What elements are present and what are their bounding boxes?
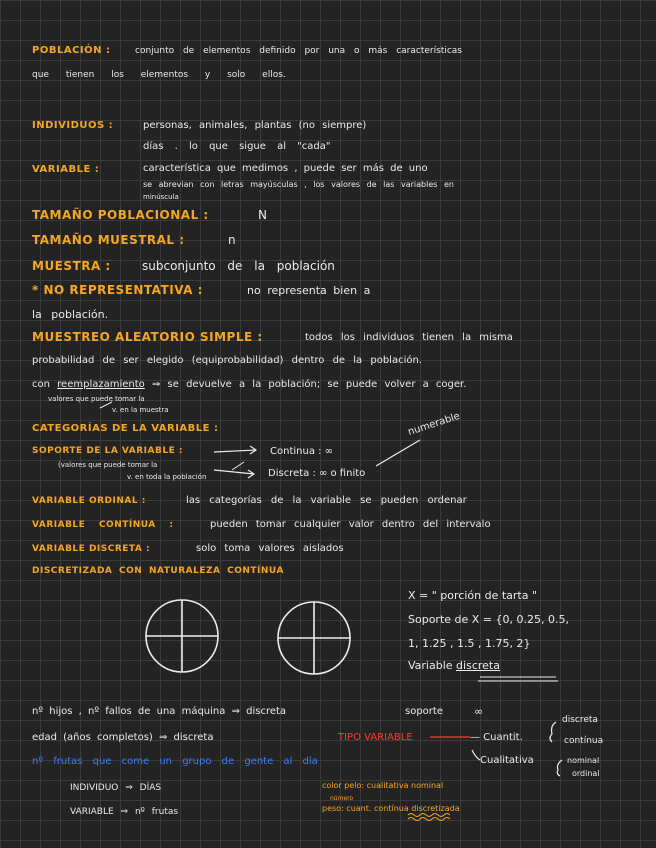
def-mas-3-post: ⇒ se devuelve a la población; se puede volver a coger. <box>151 379 467 390</box>
term-no-representativa: * NO REPRESENTATIVA : <box>32 283 203 297</box>
def-variable-2: se abrevian con letras mayúsculas , los valores de las variables en <box>143 180 454 189</box>
tipo-ordinal: ordinal <box>572 769 600 778</box>
tipo-cuantitativa: — Cuantit. <box>470 732 523 743</box>
def-continua: pueden tomar cualquier valor dentro del intervalo <box>210 519 491 530</box>
ejemplo-numero: número <box>330 795 354 802</box>
soporte-discreta: Discreta : ∞ o finito <box>268 468 366 479</box>
ejemplo-individuo: INDIVIDUO ⇒ DÍAS <box>70 783 162 793</box>
def-poblacion-2: que tienen los elementos y solo ellos. <box>32 70 286 80</box>
ejemplo-soporte: soporte <box>405 706 443 717</box>
term-mas: MUESTREO ALEATORIO SIMPLE : <box>32 330 263 344</box>
def-individuos-1: personas, animales, plantas (no siempre) <box>143 120 367 131</box>
value-n: n <box>228 233 236 247</box>
tipo-continua: contínua <box>564 736 604 746</box>
term-variable: VARIABLE : <box>32 164 100 175</box>
tarta-line-3: 1, 1.25 , 1.5 , 1.75, 2} <box>408 637 531 650</box>
term-soporte: SOPORTE DE LA VARIABLE : <box>32 446 183 456</box>
value-N: N <box>258 208 267 222</box>
term-discretizada: DISCRETIZADA CON NATURALEZA CONTÍNUA <box>32 566 284 576</box>
ejemplo-inf: ∞ <box>474 705 484 718</box>
term-individuos: INDIVIDUOS : <box>32 120 114 131</box>
soporte-continua: Continua : ∞ <box>270 446 333 457</box>
ejemplo-variable: VARIABLE ⇒ nº frutas <box>70 807 179 817</box>
def-ordinal: las categorías de la variable se pueden ordenar <box>186 495 467 506</box>
soporte-numerable: numerable <box>406 410 462 438</box>
term-poblacion: POBLACIÓN : <box>32 45 111 56</box>
def-variable-3: minúscula <box>143 193 179 201</box>
def-poblacion-1: conjunto de elementos definido por una o más características <box>135 46 462 56</box>
def-mas-1: todos los individuos tienen la misma <box>305 332 513 343</box>
def-mas-3-underlined: reemplazamiento <box>57 379 145 390</box>
def-mas-2: probabilidad de ser elegido (equiprobabilidad) dentro de la población. <box>32 355 422 366</box>
note-valores-b: v. en la muestra <box>112 406 169 414</box>
def-no-representativa-1: no representa bien a <box>247 284 371 297</box>
term-categorias: CATEGORÍAS DE LA VARIABLE : <box>32 423 219 434</box>
ejemplo-color-pelo: color pelo: cualitativa nominal <box>322 781 444 790</box>
term-muestra: MUESTRA : <box>32 259 111 273</box>
ejemplo-hijos: nº hijos , nº fallos de una máquina ⇒ discreta <box>32 706 287 717</box>
def-no-representativa-2: la población. <box>32 308 109 321</box>
ejemplo-peso: peso: cuant. contínua discretizada <box>322 804 460 813</box>
def-muestra: subconjunto de la población <box>142 259 335 273</box>
note-valores-a: valores que puede tomar la <box>48 395 145 403</box>
tarta-variable-label: Variable <box>408 659 453 672</box>
term-tamano-poblacional: TAMAÑO POBLACIONAL : <box>32 208 209 222</box>
term-discreta: VARIABLE DISCRETA : <box>32 544 151 554</box>
ejemplo-edad: edad (años completos) ⇒ discreta <box>32 732 214 743</box>
def-variable-1: característica que medimos , puede ser más de uno <box>143 163 428 174</box>
def-discreta: solo toma valores aislados <box>196 543 344 554</box>
tarta-line-2: Soporte de X = {0, 0.25, 0.5, <box>408 613 569 626</box>
ejemplo-frutas: nº frutas que come un grupo de gente al día <box>32 756 318 767</box>
tipo-cualitativa: Cualitativa <box>480 755 534 766</box>
term-ordinal: VARIABLE ORDINAL : <box>32 496 146 506</box>
tarta-line-1: X = " porción de tarta " <box>408 589 538 602</box>
tarta-variable-type: discreta <box>456 659 500 672</box>
soporte-note-1: (valores que puede tomar la <box>58 461 158 469</box>
soporte-note-2: v. en toda la población <box>127 473 207 481</box>
term-continua: VARIABLE CONTÍNUA : <box>32 520 174 530</box>
def-mas-3-pre: con <box>32 379 50 390</box>
tipo-discreta: discreta <box>562 715 598 725</box>
tipo-variable-label: TIPO VARIABLE <box>338 732 413 743</box>
def-individuos-2: días . lo que sigue al "cada" <box>143 141 331 152</box>
tipo-nominal: nominal <box>567 756 600 765</box>
term-tamano-muestral: TAMAÑO MUESTRAL : <box>32 233 185 247</box>
